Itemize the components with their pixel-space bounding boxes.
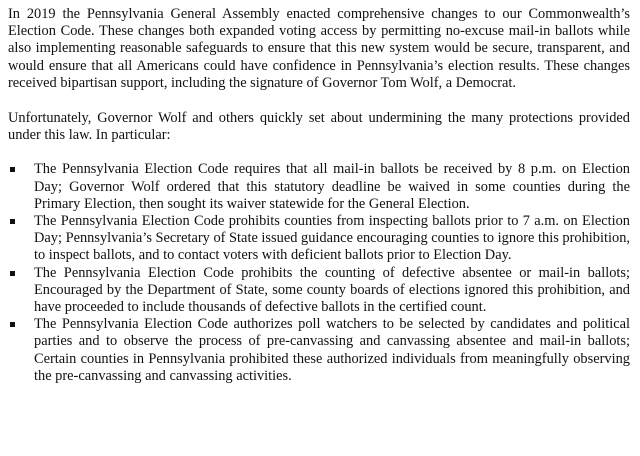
- intro-paragraph: In 2019 the Pennsylvania General Assembly enacted comprehensive changes to our Commonwealth’s Election Code. These changes both expanded voting access by permitting no-excuse mail-in ballots while also implementing reasonable safeguards to ensure that this new system would be secure, transparent, and would ensure that all Americans could have confidence in Pennsylvania’s election results. These changes received bipartisan support, including the signature of Governor Tom Wolf, a Democrat.: [8, 6, 630, 91]
- document-page: [8, 6, 630, 385]
- square-bullet-icon: [10, 271, 15, 276]
- square-bullet-icon: [10, 322, 15, 327]
- bullet-text: The Pennsylvania Election Code requires that all mail-in ballots be received by 8 p.m. on Election Day; Governor Wolf ordered that this statutory deadline be waived in some counties during the Primary Election, then sought its waiver statewide for the General Election.: [34, 161, 630, 212]
- lead-paragraph: Unfortunately, Governor Wolf and others quickly set about undermining the many protections provided under this law. In particular:: [8, 110, 630, 144]
- bullet-item-deadline: [8, 161, 630, 213]
- bullet-text: The Pennsylvania Election Code prohibits counties from inspecting ballots prior to 7 a.m. on Election Day; Pennsylvania’s Secretary of State issued guidance encouraging counties to ignore this prohibition, to inspect ballots, and to contact voters with deficient ballots prior to Election Day.: [34, 213, 630, 264]
- bullet-text: The Pennsylvania Election Code authorizes poll watchers to be selected by candidates and political parties and to observe the process of pre-canvassing and canvassing absentee and mail-in ballots; Certain counties in Pennsylvania prohibited these authorized individuals from meaningfully observing the pre-canvassing and canvassing activities.: [34, 316, 630, 384]
- bullet-item-defective-ballots: [8, 265, 630, 317]
- bullet-list: [8, 161, 630, 385]
- square-bullet-icon: [10, 219, 15, 224]
- square-bullet-icon: [10, 167, 15, 172]
- bullet-item-poll-watchers: [8, 316, 630, 385]
- bullet-item-inspection: [8, 213, 630, 265]
- bullet-text: The Pennsylvania Election Code prohibits the counting of defective absentee or mail-in ballots; Encouraged by the Department of State, some county boards of elections ignored this prohibition, and have proceeded to include thousands of defective ballots in the certified count.: [34, 264, 630, 316]
